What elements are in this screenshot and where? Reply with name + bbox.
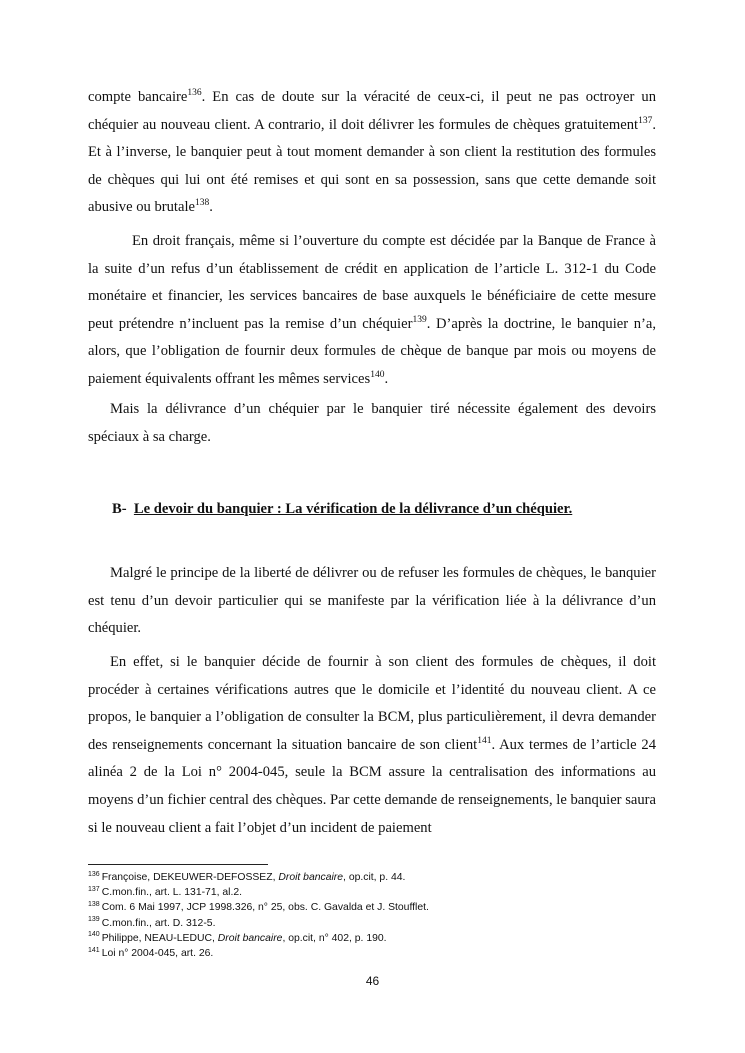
footnote-text: C.mon.fin., art. L. 131-71, al.2.: [101, 887, 243, 899]
footnote-139: [88, 916, 648, 931]
page-number: 46: [365, 974, 380, 988]
footnote-text: , op.cit, p. 44.: [343, 872, 406, 883]
paragraph-5: [88, 649, 656, 842]
footnote-text: Loi n° 2004-045, art. 26.: [101, 948, 214, 960]
paragraph-text: . En cas de doute sur la véracité de ceux-ci, il peut ne pas octroyer un chéquier au nouveau client. A contrario, il doit délivrer les formules de chèques gratuitement: [88, 89, 656, 133]
paragraph-1: [88, 84, 656, 222]
footnote-number: 137: [88, 885, 100, 893]
paragraph-text: . Aux termes de l’article 24 alinéa 2 de la Loi n° 2004-045, seule la BCM assure la centralisation des informations au moyens d’un fichier central des chèques. Par cette demande de renseignements, le banquier saura si le nouveau client a fait l’objet d’un incident de paiement: [88, 736, 657, 836]
paragraph-4: [88, 560, 656, 643]
footnote-ref-140[interactable]: 140: [370, 370, 385, 381]
footnote-text: Com. 6 Mai 1997, JCP 1998.326, n° 25, obs. C. Gavalda et J. Stoufflet.: [101, 902, 429, 914]
paragraph-3: [88, 396, 656, 451]
paragraph-text: En effet, si le banquier décide de fournir à son client des formules de chèques, il doit procéder à certaines vérifications autres que le domicile et l’identité du nouveau client. A ce propos, le banquier a l’obligation de consulter la BCM, plus particulièrement, il devra demander des renseignements concernant la situation bancaire de son client: [88, 654, 656, 753]
footnote-text: Philippe, NEAU-LEDUC,: [101, 932, 218, 944]
paragraph-text: .: [384, 370, 389, 387]
footnote-ref-136[interactable]: 136: [187, 88, 202, 99]
paragraph-text: En droit français, même si l’ouverture du compte est décidée par la Banque de France à la suite d’un refus d’un établissement de crédit en application de l’article L. 312-1 du Code monétaire et financier, les services bancaires de base auxquels le bénéficiaire de cette mesure peut prétendre n’incluent pas la remise d’un chéquier: [88, 233, 656, 332]
footnote-141: [88, 946, 648, 961]
footnote-text: Françoise, DEKEUWER-DEFOSSEZ,: [101, 872, 279, 883]
footnote-number: 140: [88, 931, 100, 939]
paragraph-text: . Et à l’inverse, le banquier peut à tout moment demander à son client la restitution des formules de chèques qui lui ont été remises et qui sont en sa possession, sans que cette demande soit abusive ou brutale: [88, 116, 656, 216]
footnote-title: Droit bancaire: [278, 872, 344, 883]
footnote-ref-139[interactable]: 139: [412, 314, 427, 325]
footnote-138: [88, 900, 648, 915]
footnote-title: Droit bancaire: [217, 932, 283, 944]
footnote-number: 139: [88, 916, 100, 924]
footnote-text: , op.cit, n° 402, p. 190.: [282, 932, 387, 944]
footnote-divider: [88, 864, 268, 865]
paragraph-text: .: [209, 199, 213, 216]
footnote-ref-138[interactable]: 138: [195, 198, 210, 209]
section-prefix: B-: [112, 501, 127, 517]
footnote-136: [88, 870, 648, 885]
paragraph-2: [88, 228, 656, 394]
footnotes: [88, 870, 648, 961]
footnote-ref-137[interactable]: 137: [638, 115, 653, 126]
footnote-text: C.mon.fin., art. D. 312-5.: [101, 917, 216, 929]
footnote-number: 141: [88, 946, 100, 954]
section-heading: [112, 498, 672, 520]
footnote-140: [88, 931, 648, 946]
footnote-137: [88, 885, 648, 900]
footnote-number: 138: [88, 900, 100, 908]
paragraph-text: compte bancaire: [88, 89, 188, 105]
footnote-number: 136: [88, 870, 100, 878]
paragraph-text: . D’après la doctrine, le banquier n’a, alors, que l’obligation de fournir deux formules de chèque de banque par mois ou moyens de paiement équivalents offrant les mêmes services: [88, 315, 656, 387]
paragraph-text: Malgré le principe de la liberté de délivrer ou de refuser les formules de chèques, le banquier est tenu d’un devoir particulier qui se manifeste par la vérification liée à la délivrance d’un chéquier.: [88, 565, 656, 637]
footnote-ref-141[interactable]: 141: [477, 735, 492, 746]
section-title: Le devoir du banquier : La vérification de la délivrance d’un chéquier.: [133, 501, 573, 517]
paragraph-text: Mais la délivrance d’un chéquier par le banquier tiré nécessite également des devoirs spéciaux à sa charge.: [88, 401, 656, 445]
